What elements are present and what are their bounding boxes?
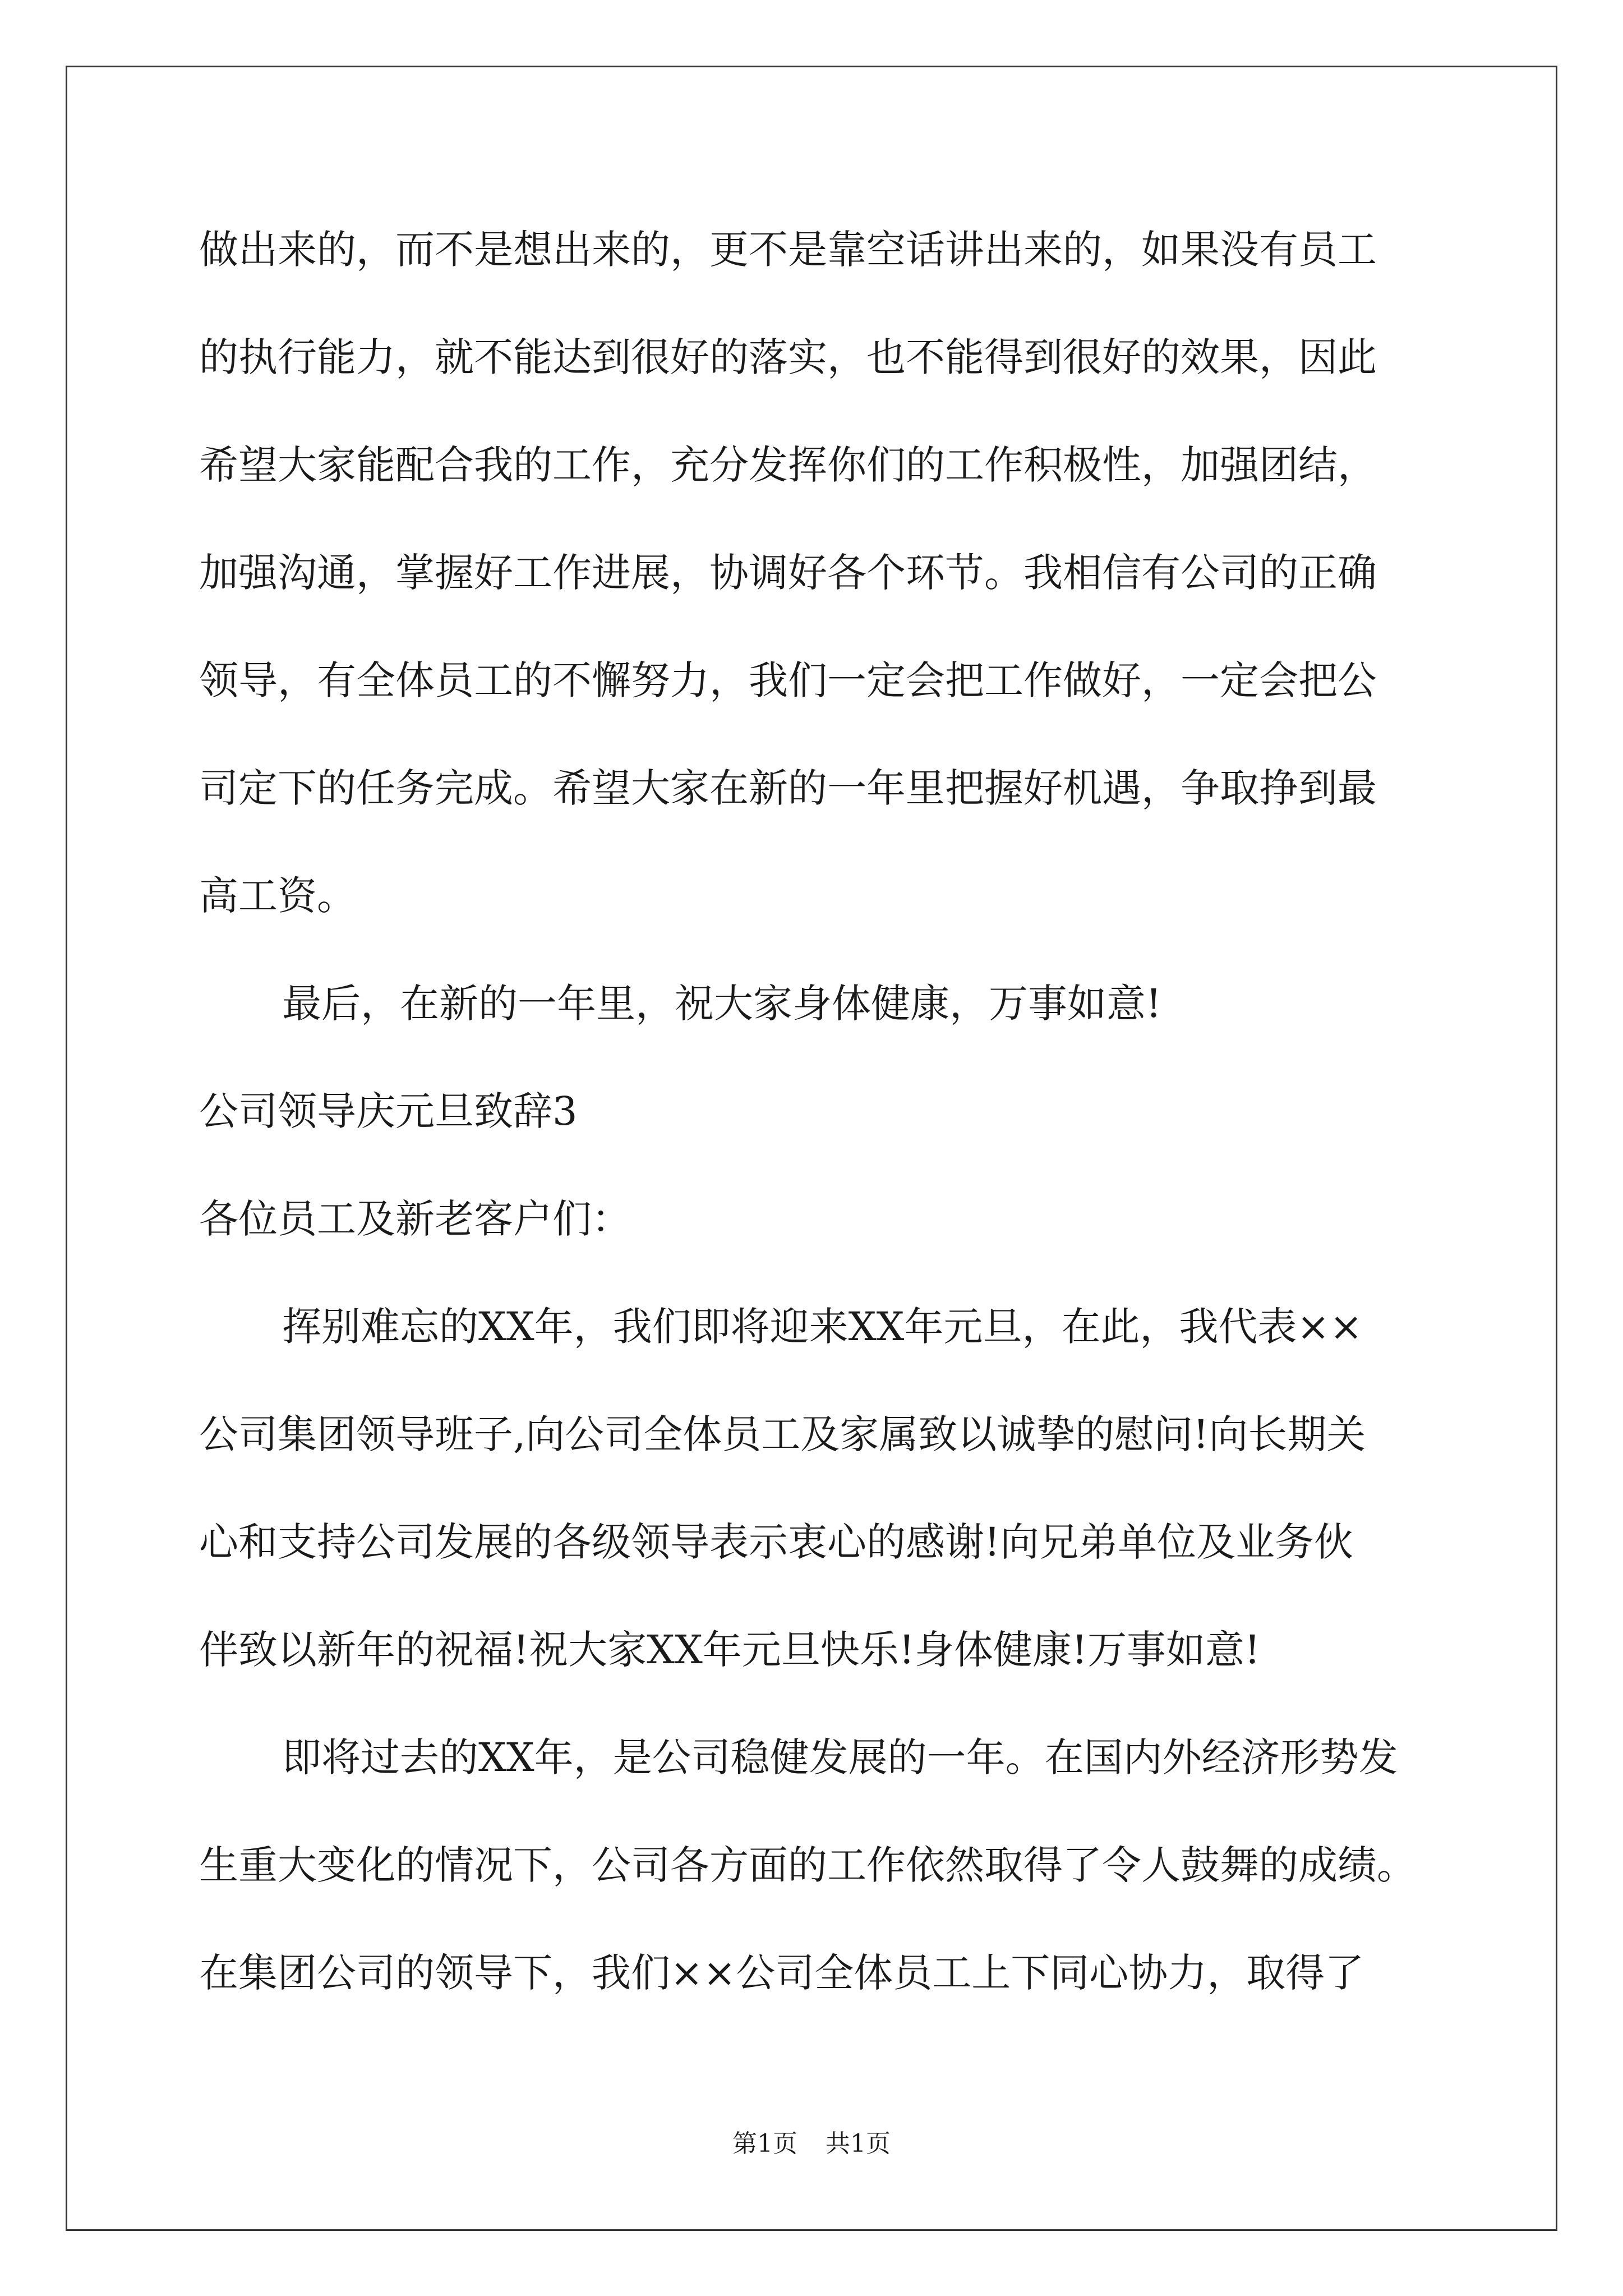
text-line: 挥别难忘的XX年，我们即将迎来XX年元旦，在此，我代表×× [282,1304,1363,1350]
text-line: 公司集团领导班子,向公司全体员工及家属致以诚挚的慰问!向长期关 [199,1411,1366,1457]
text-line: 的执行能力，就不能达到很好的落实，也不能得到很好的效果，因此 [199,334,1377,380]
page-footer [0,2127,1623,2161]
text-line: 希望大家能配合我的工作，充分发挥你们的工作积极性，加强团结， [199,442,1377,488]
text-line: 心和支持公司发展的各级领导表示衷心的感谢!向兄弟单位及业务伙 [199,1519,1354,1565]
text-line: 高工资。 [199,873,356,919]
section-heading: 公司领导庆元旦致辞3 [199,1088,578,1134]
text-line: 领导，有全体员工的不懈努力，我们一定会把工作做好，一定会把公 [199,657,1377,703]
document-body [199,213,1472,2044]
text-line: 即将过去的XX年，是公司稳健发展的一年。在国内外经济形势发 [282,1734,1398,1780]
page-number-total: 共1页 [826,2129,891,2158]
text-line: 伴致以新年的祝福!祝大家XX年元旦快乐!身体健康!万事如意! [199,1627,1261,1673]
salutation: 各位员工及新老客户们： [199,1196,631,1242]
text-line: 在集团公司的领导下，我们××公司全体员工上下同心协力，取得了 [199,1950,1364,1996]
paragraph-line-closing: 最后，在新的一年里，祝大家身体健康，万事如意! [282,981,1162,1027]
text-line: 生重大变化的情况下，公司各方面的工作依然取得了令人鼓舞的成绩。 [199,1842,1416,1888]
text-line: 司定下的任务完成。希望大家在新的一年里把握好机遇，争取挣到最 [199,765,1377,811]
text-line: 做出来的，而不是想出来的，更不是靠空话讲出来的，如果没有员工 [199,227,1377,273]
text-line: 加强沟通，掌握好工作进展，协调好各个环节。我相信有公司的正确 [199,550,1377,596]
page-number-current: 第1页 [732,2129,797,2158]
